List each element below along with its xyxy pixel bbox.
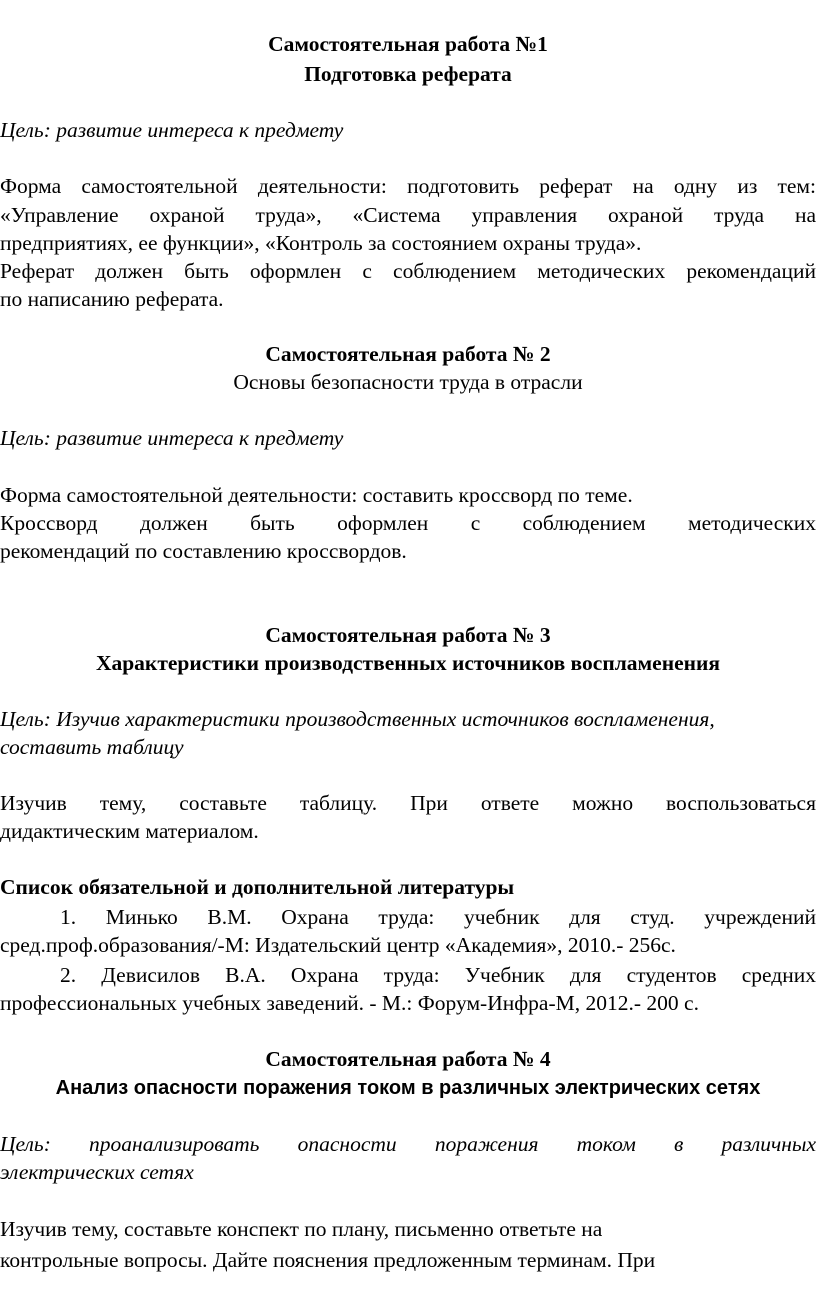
literature-item: профессиональных учебных заведений. - М.: Форум-Инфра-М, 2012.- 200 с. [0,991,699,1015]
work2-body-line: рекомендаций по составлению кроссвордов. [0,539,407,563]
work3-subtitle: Характеристики производственных источников воспламенения [95,651,721,675]
work4-body-line: Изучив тему, составьте конспект по плану, письменно ответьте на [0,1217,603,1241]
work2-body-line: Форма самостоятельной деятельности: составить кроссворд по теме. [0,483,633,507]
work1-body-line: Форма самостоятельной деятельности: подготовить реферат на одну из тем: [0,174,816,198]
work4-title: Самостоятельная работа № 4 [265,1047,551,1071]
literature-item: 1. Минько В.М. Охрана труда: учебник для студ. учреждений [60,905,816,929]
work2-goal: Цель: развитие интереса к предмету [0,426,344,450]
work3-goal-line: составить таблицу [0,735,184,759]
work1-title: Самостоятельная работа №1 [268,32,548,56]
work3-body-line: Изучив тему, составьте таблицу. При ответе можно воспользоваться [0,791,816,815]
literature-item: 2. Девисилов В.А. Охрана труда: Учебник для студентов средних [60,963,816,987]
work4-subtitle: Анализ опасности поражения током в различных электрических сетях [55,1077,761,1099]
work3-body-line: дидактическим материалом. [0,819,259,843]
work2-title: Самостоятельная работа № 2 [265,342,551,366]
work2-subtitle: Основы безопасности труда в отрасли [233,370,583,394]
work1-subtitle: Подготовка реферата [304,62,512,86]
work2-body-line: Кроссворд должен быть оформлен с соблюдением методических [0,511,816,535]
work1-body-line: Реферат должен быть оформлен с соблюдением методических рекомендаций [0,259,816,283]
work4-goal-line: Цель: проанализировать опасности поражения током в различных [0,1132,816,1156]
literature-item: сред.проф.образования/-М: Издательский центр «Академия», 2010.- 256с. [0,933,676,957]
work1-body-line: по написанию реферата. [0,287,224,311]
work3-goal-line: Цель: Изучив характеристики производственных источников воспламенения, [0,707,715,731]
work4-goal-line: электрических сетях [0,1160,194,1184]
literature-title: Список обязательной и дополнительной литературы [0,875,515,899]
work4-body-line: контрольные вопросы. Дайте пояснения предложенным терминам. При [0,1248,656,1272]
work3-title: Самостоятельная работа № 3 [265,623,551,647]
work1-body-line: предприятиях, ее функции», «Контроль за состоянием охраны труда». [0,231,642,255]
work1-goal: Цель: развитие интереса к предмету [0,118,344,142]
work1-body-line: «Управление охраной труда», «Система управления охраной труда на [0,203,816,227]
